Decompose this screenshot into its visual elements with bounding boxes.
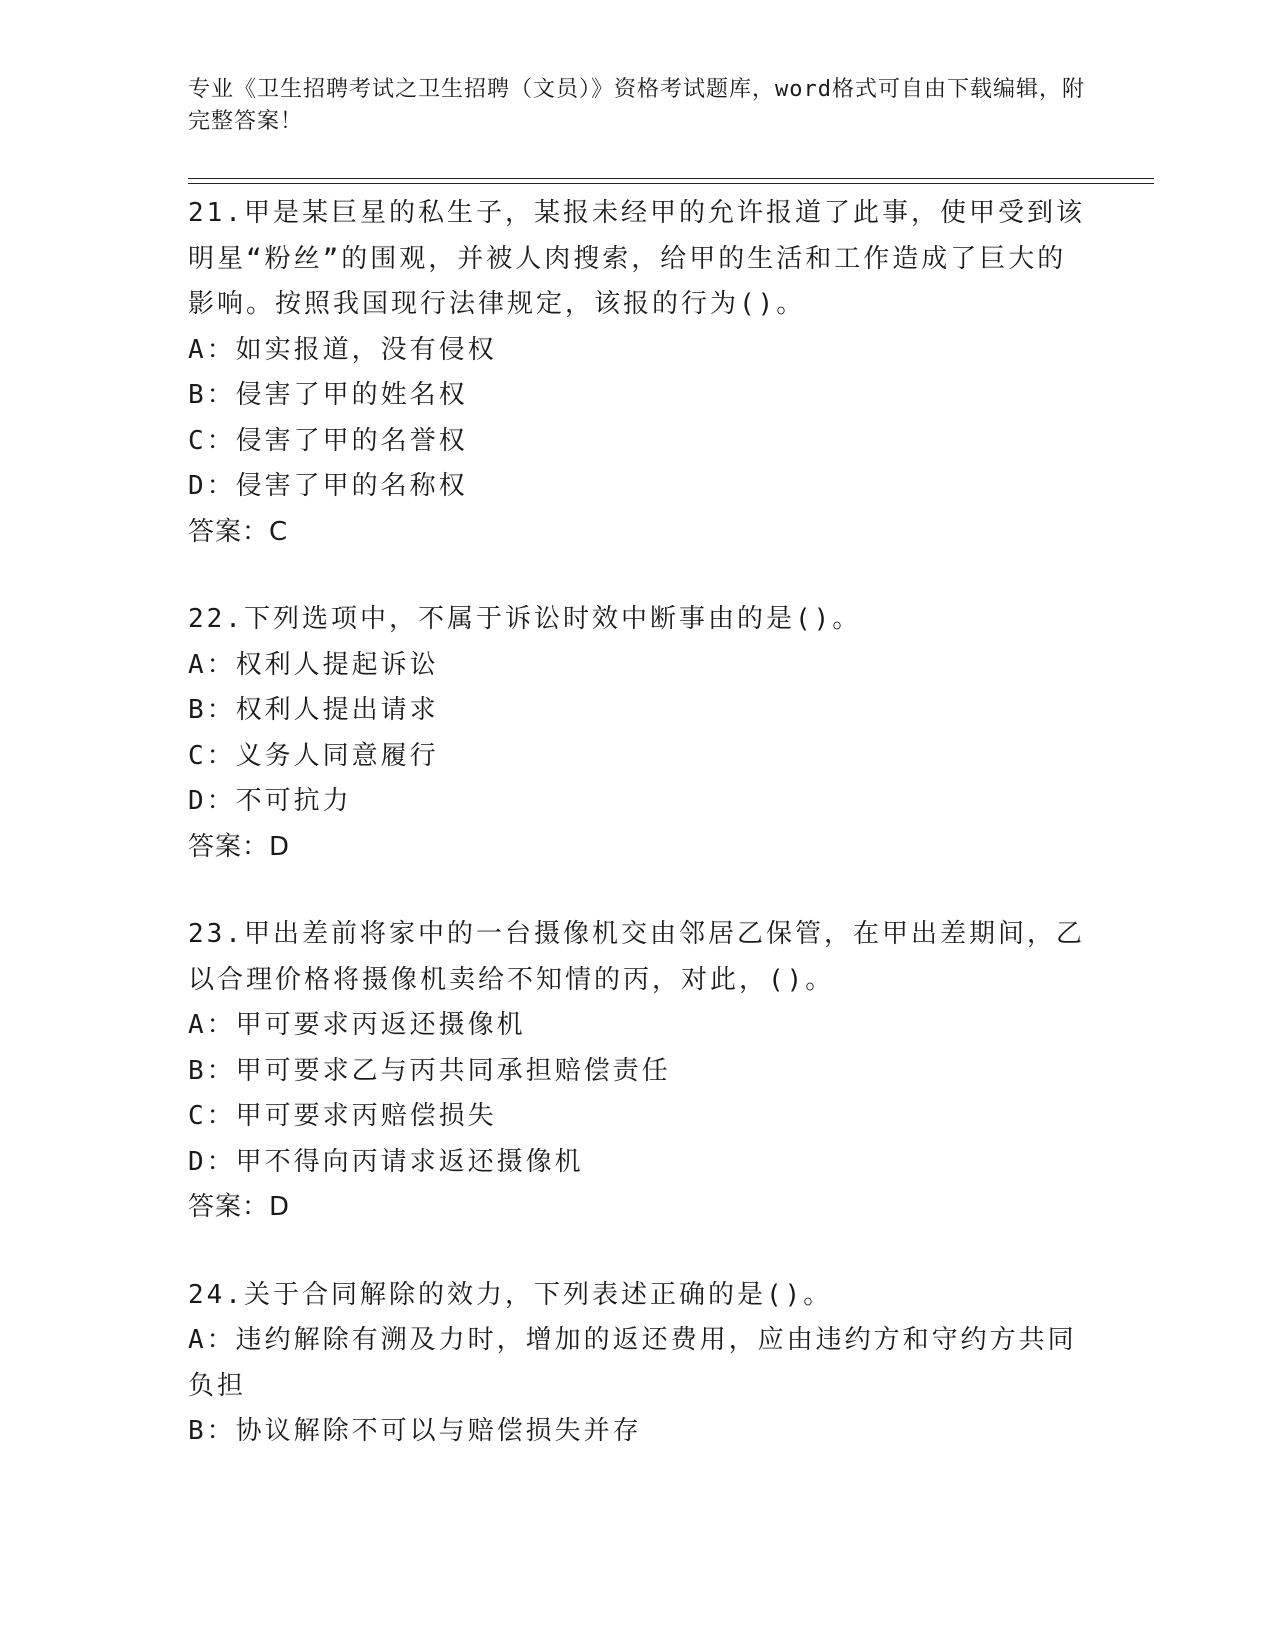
document-header: 专业《卫生招聘考试之卫生招聘（文员）》资格考试题库，word格式可自由下载编辑，附完整答案！ — [188, 77, 1085, 134]
option-a: A：权利人提起诉讼 — [188, 649, 439, 680]
option-c: C：侵害了甲的名誉权 — [188, 425, 468, 456]
option-b: B：权利人提出请求 — [188, 695, 439, 725]
option-d: D：甲不得向丙请求返还摄像机 — [188, 1146, 584, 1177]
question-24 — [188, 1273, 1088, 1455]
question-stem: 24.关于合同解除的效力，下列表述正确的是()。 — [188, 1279, 833, 1310]
question-list — [188, 191, 1088, 1497]
option-a: A：违约解除有溯及力时，增加的返还费用，应由违约方和守约方共同负担 — [188, 1325, 1077, 1401]
question-21 — [188, 191, 1088, 555]
question-stem: 23.甲出差前将家中的一台摄像机交由邻居乙保管，在甲出差期间，乙以合理价格将摄像机卖给不知情的丙，对此，()。 — [188, 919, 1085, 995]
question-stem: 22.下列选项中，不属于诉讼时效中断事由的是()。 — [188, 604, 862, 634]
header-divider-bottom — [188, 183, 1154, 184]
option-b: B：侵害了甲的姓名权 — [188, 380, 468, 410]
header-divider-top — [188, 178, 1154, 179]
answer-line: 答案：D — [188, 831, 291, 862]
option-a: A：如实报道，没有侵权 — [188, 334, 497, 365]
option-b: B：甲可要求乙与丙共同承担赔偿责任 — [188, 1055, 671, 1086]
answer-line: 答案：D — [188, 1192, 291, 1222]
option-d: D：不可抗力 — [188, 786, 352, 816]
question-22 — [188, 597, 1088, 870]
option-c: C：义务人同意履行 — [188, 740, 439, 771]
option-a: A：甲可要求丙返还摄像机 — [188, 1010, 526, 1040]
question-23 — [188, 912, 1088, 1231]
answer-line: 答案：C — [188, 516, 289, 547]
option-b: B：协议解除不可以与赔偿损失并存 — [188, 1416, 642, 1446]
option-c: C：甲可要求丙赔偿损失 — [188, 1101, 497, 1131]
option-d: D：侵害了甲的名称权 — [188, 471, 468, 501]
question-stem: 21.甲是某巨星的私生子，某报未经甲的允许报道了此事，使甲受到该明星“粉丝”的围观，并被人肉搜索，给甲的生活和工作造成了巨大的影响。按照我国现行法律规定，该报的行为()。 — [188, 198, 1085, 319]
